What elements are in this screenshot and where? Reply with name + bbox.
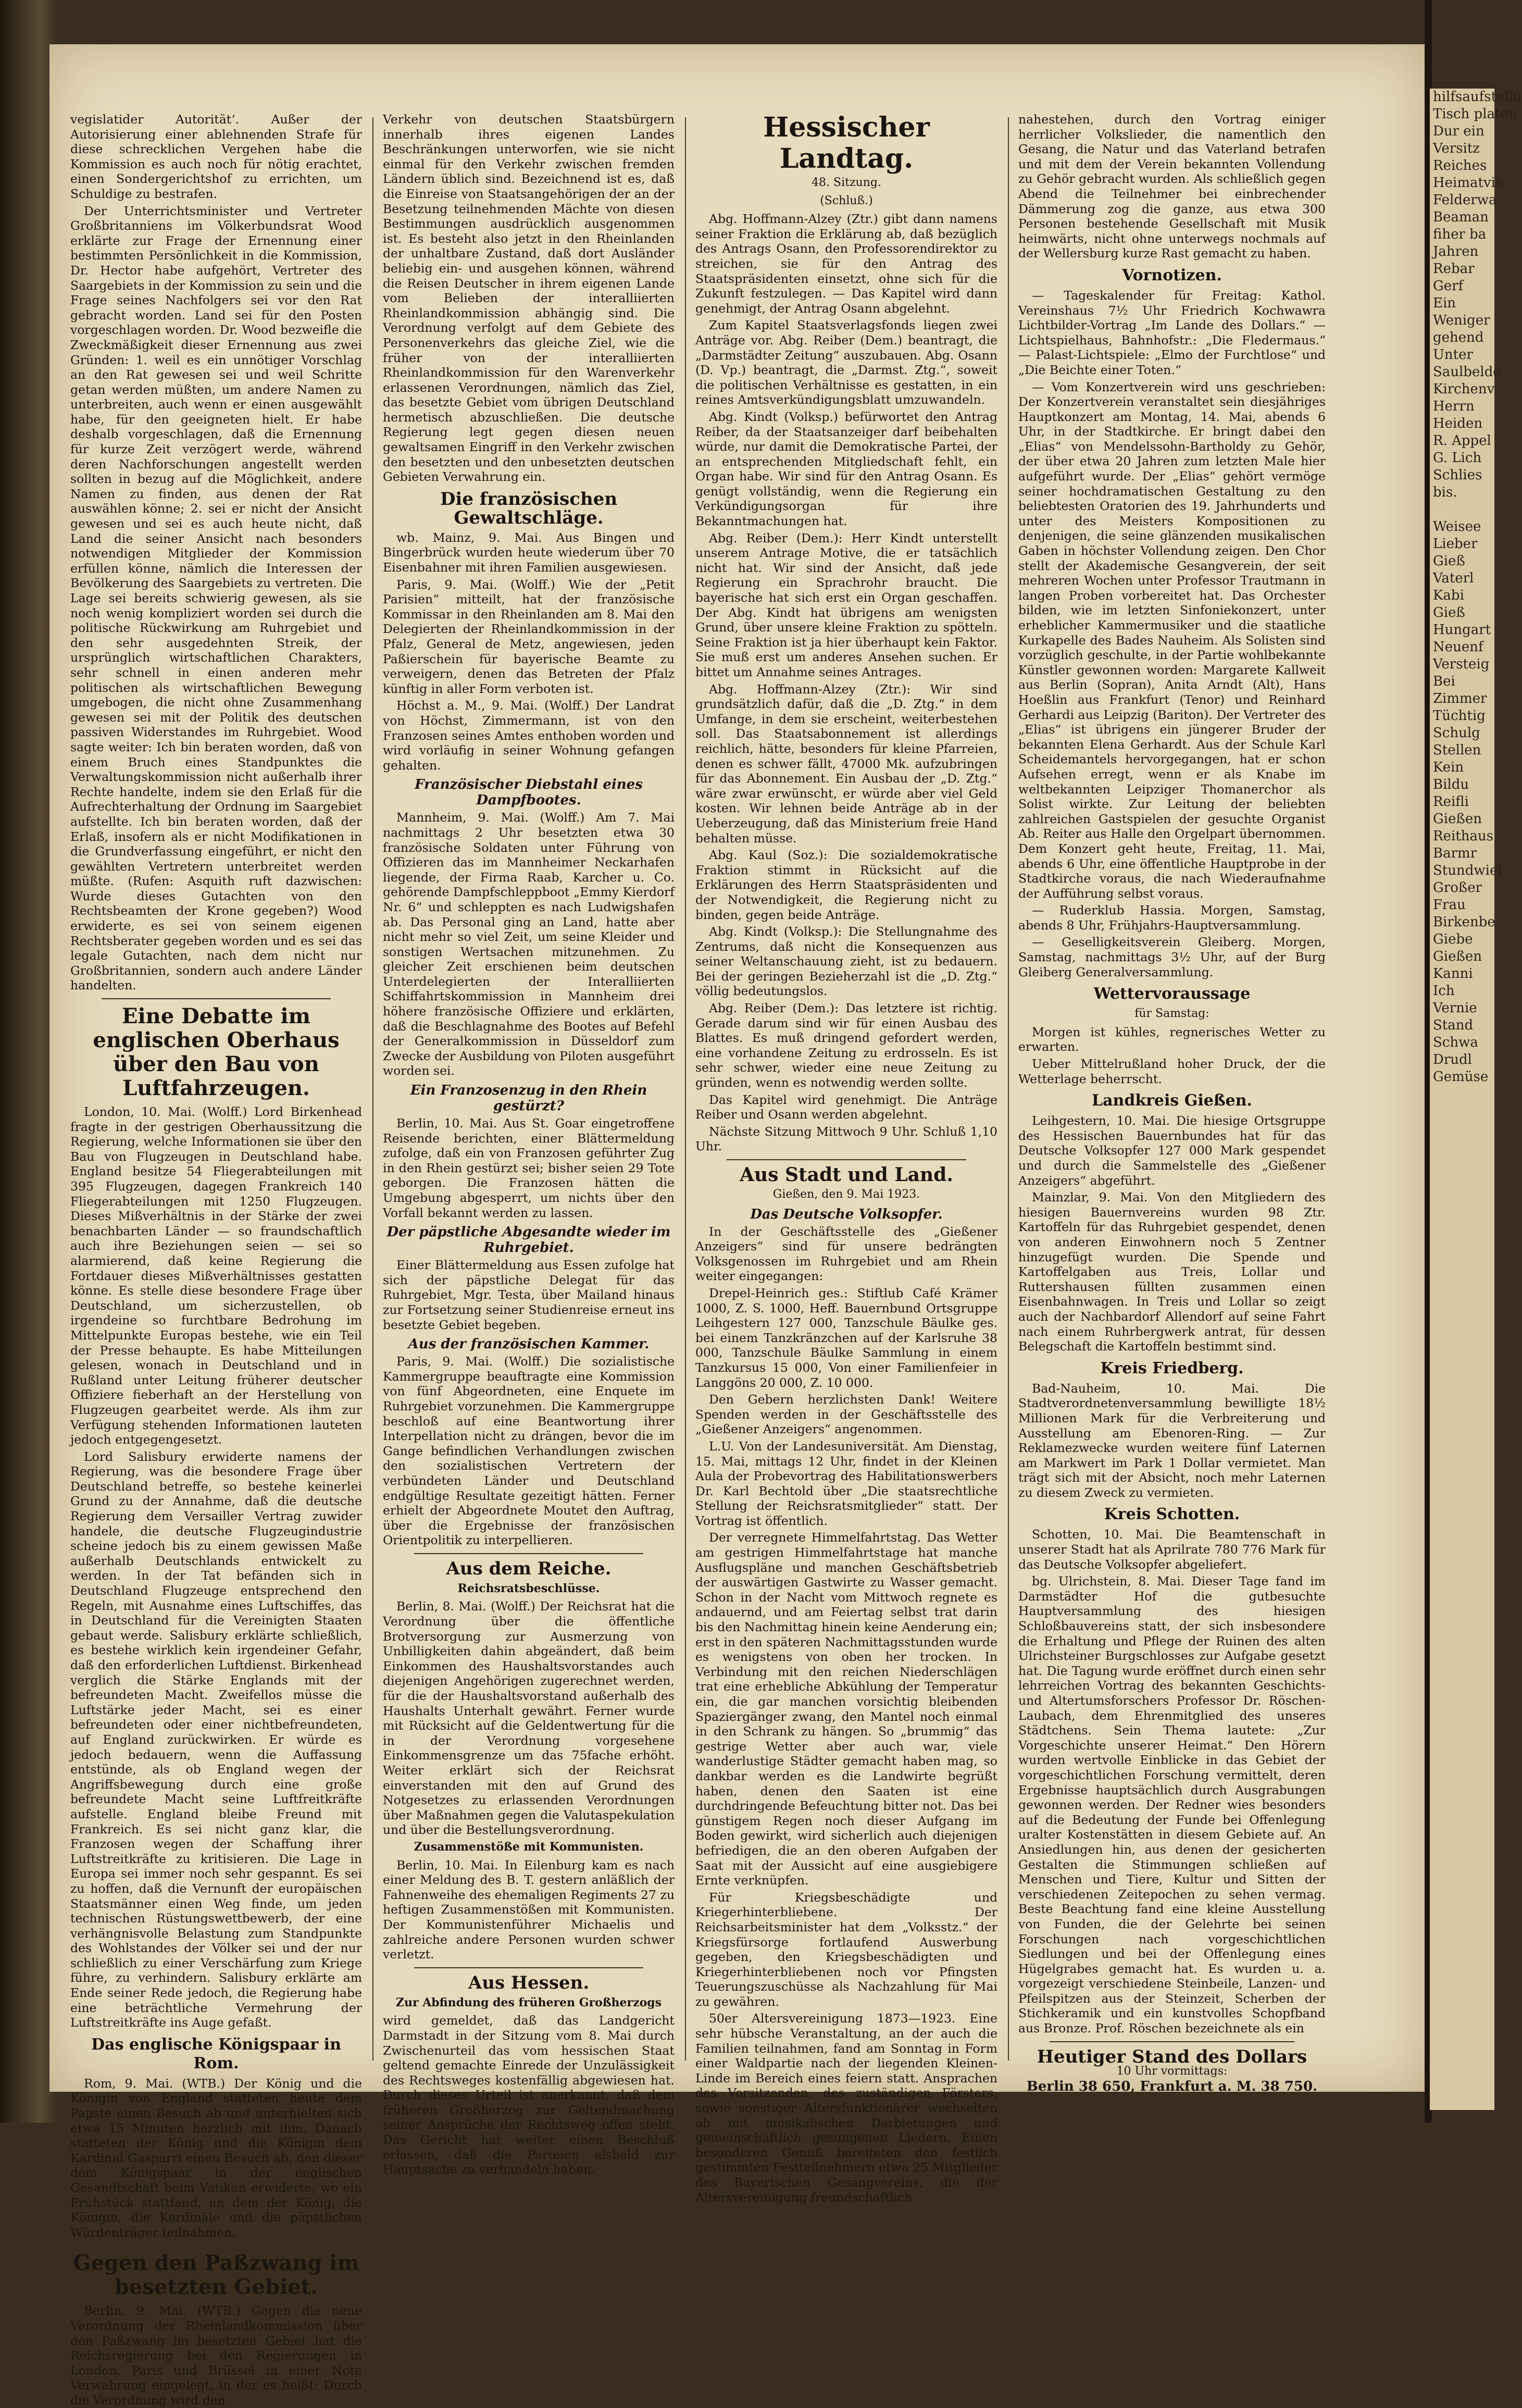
adjacent-page-fragment: Vaterl <box>1433 570 1474 586</box>
adjacent-page-fragment: Frau <box>1433 897 1466 913</box>
headline-papst: Der päpstliche Abgesandte wieder im Ruhrgebiet. <box>386 1224 671 1256</box>
paragraph: Höchst a. M., 9. Mai. (Wolff.) Der Landrat von Höchst, Zimmermann, ist von den Franzosen seines Amtes enthoben worden und wird vorläufig in seiner Wohnung gefangen gehalten. <box>383 698 675 773</box>
adjacent-page-fragment: Heiden <box>1433 416 1483 431</box>
adjacent-page-fragment: Rebar <box>1433 261 1475 277</box>
adjacent-page-fragment: Stand <box>1433 1017 1474 1033</box>
paragraph: bg. Ulrichstein, 8. Mai. Dieser Tage fand im Darmstädter Hof die gutbesuchte Hauptversammlung des hiesigen Schloßbauvereins statt, der sich insbesondere die Erhaltung und Pflege der Ruinen des alten Ulrichsteiner Burgschlosses zur Aufgabe gesetzt hat. Die Tagung wurde eröffnet durch einen sehr lehrreichen Vortrag des bekannten Geschichts- und Altertumsforschers Professor Dr. Röschen-Laubach, dem Ehrenmitglied des unseres Städtchens. Sein Thema lautete: „Zur Vorgeschichte unserer Heimat.“ Den Hörern wurden wertvolle Einblicke in das Gebiet der vorgeschichtlichen Forschung vermittelt, deren Ergebnisse hauptsächlich durch Ausgrabungen gewonnen werden. Der Redner wies besonders auf die Bedeutung der Funde bei Offenlegung uralter Kostenstätten in diesem Gebiete auf. An Ansiedlungen hin, aus denen der gesicherten Gestalten die Stimmungen schließen auf Menschen und Tiere, Kultur und Sitten der verschiedenen Zeitepochen zu sehen vermag. Beste Beachtung fand eine kleine Ausstellung von Funden, die der Gelehrte bei seinen Forschungen nach vorgeschichtlichen Siedlungen und bei der Offenlegung eines Hügelgrabes gemacht hat. Es wurden u. a. vorgezeigt verschiedene Steinbeile, Lanzen- und Pfeilspitzen aus der Steinzeit, Scherben der Stichkeramik und ein kunstvolles Schopfband aus Bronze. Prof. Röschen bezeichnete als ein <box>1018 1574 1326 2036</box>
subheading-grossherzog: Zur Abfindung des früheren Großherzogs <box>395 1995 662 2009</box>
adjacent-page-fragment: Vernie <box>1433 1000 1477 1016</box>
paragraph: Der Unterrichtsminister und Vertreter Großbritanniens im Völkerbundsrat Wood erklärte zur Frage der Ernennung einer bestimmten Persönlichkeit in die Kommission, Dr. Hector habe aufgehört, Vertreter des Saargebiets in der Kommission zu sein und die Frage seines Nachfolgers sei vor den Rat gebracht worden. Land sei für den Posten vorgeschlagen worden. Dr. Wood bezweifle die Zweckmäßigkeit dieser Ernennung aus zwei Gründen: 1. weil es ein unnötiger Vorschlag an den Rat gewesen sei und weil Schritte getan werden müßten, um andere Namen zu unterbreiten, auch wenn er einen ausgewählt habe, für den geeigneten hielt. Er habe deshalb vorgeschlagen, daß die Ernennung für kurze Zeit verzögert werde, während deren Nachforschungen angestellt werden sollten in bezug auf die Möglichkeit, andere Namen zu finden, aus denen der Rat auswählen könne; 2. sei er nicht der Ansicht gewesen und sei es auch heute nicht, daß Land die seiner Ansicht nach besonders notwendigen Mitglieder der Kommission erfüllen könne, nämlich die Interessen der Bevölkerung des Saargebiets zu vertreten. Die Lage sei bereits schwierig gewesen, als sie noch wenig kompliziert worden sei durch die politische Rückwirkung am Ruhrgebiet und den sehr ausgedehnten Streik, der ursprünglich wirtschaftlichen Charakters, sehr schnell in einen anderen mehr politischen als wirtschaftlichen Bewegung umgebogen, die nicht ohne Zusammenhang gewesen sei mit der Politik des deutschen passiven Widerstandes im Ruhrgebiet. Wood sagte weiter: Ich bin beraten worden, daß von einem Bruch eines Standpunktes die Verwaltungskommission nicht außerhalb ihrer Rechte handelte, indem sie den Erlaß für die Aufrechterhaltung der Ordnung im Saargebiet aufstellte. Ich bin beraten worden, daß der Erlaß, insofern als er nicht Modifikationen in die Grundverfassung eingeführt, er nicht den gewählten Vertretern unterbreitet werden müßte. (Rufen: Asquith ruft dazwischen: Wurde dieses Gutachten von den Rechtsbeamten der Krone gegeben?) Wood erwiderte, es sei von seinem eigenen Rechtsberater gegeben worden und es sei das legale Gutachten, nach dem nicht nur Großbritannien, sondern auch andere Länder handelten. <box>70 203 362 993</box>
column-rule <box>372 117 373 2061</box>
adjacent-page-fragment: gehend <box>1433 330 1484 345</box>
paragraph: Berlin, 10. Mai. In Eilenburg kam es nach einer Meldung des B. T. gestern anläßlich der Fahnenweihe des ehemaligen Regiments 27 zu heftigen Zusammenstößen mit Kommunisten. Der Kommunistenführer Michaelis und zahlreiche andere Personen wurden schwer verletzt. <box>383 1857 675 1962</box>
adjacent-page-fragment: G. Lich <box>1433 450 1482 466</box>
paragraph: Abg. Kindt (Volksp.) befürwortet den Antrag Reiber, da der Staatsanzeiger darf beibehalten würde, nur damit die Demokratische Partei, der an entsprechenden Mitgliedschaft fehlt, ein Organ habe. Wir sind für den Antrag Osann. Es genügt vollständig, wenn die Regierung ein Verkündigungsorgan für ihre Bekanntmachungen hat. <box>695 409 997 529</box>
adjacent-page-fragment: Felderwa <box>1433 192 1497 208</box>
paragraph: wb. Mainz, 9. Mai. Aus Bingen und Bingerbrück wurden heute wiederum über 70 Eisenbahner mit ihren Familien ausgewiesen. <box>383 530 675 575</box>
adjacent-page-fragment: Gieß <box>1433 553 1465 569</box>
adjacent-page-fragment: Dur ein <box>1433 123 1484 139</box>
sitzung-label: 48. Sitzung. <box>812 176 881 189</box>
adjacent-page-fragment: Schwa <box>1433 1035 1478 1050</box>
separator <box>414 1967 643 1968</box>
adjacent-page-fragment: Reiches <box>1433 158 1487 173</box>
adjacent-page-fragment: Kanni <box>1433 966 1473 982</box>
adjacent-page-fragment: Schlies <box>1433 467 1482 483</box>
adjacent-page-fragment: Bildu <box>1433 777 1469 792</box>
paragraph: Für Kriegsbeschädigte und Kriegerhinterbliebene. Der Reichsarbeitsminister hat dem „Volksstz.“ der Kriegsfürsorge fortlaufend Auswerbung gegeben, den Kriegsbeschädigten und Kriegerhinterbliebenen noch vor Pfingsten Teuerungszuschüsse als Nachzahlung für Mai zu gewähren. <box>695 1890 997 2009</box>
paragraph: — Vom Konzertverein wird uns geschrieben: Der Konzertverein veranstaltet sein diesjähriges Hauptkonzert am Montag, 14. Mai, abends 6 Uhr, in der Stadtkirche. Er bringt dabei den „Elias“ von Mendelssohn-Bartholdy zu Gehör, der über etwa 20 Jahren zum letzten Male hier aufgeführt wurde. Der „Elias“ gehört vermöge seiner hochdramatischen Gestaltung zu den beliebtesten Oratorien des 19. Jahrhunderts und unter des Meisters Kompositionen zu denjenigen, die seine glänzenden musikalischen Gaben in höchster Vollendung zeigen. Den Chor stellt der Akademische Gesangverein, der seit mehreren Wochen unter Professor Trautmann in langen Proben vorbereitet hat. Das Orchester bilden, wie im letzten Sinfoniekonzert, unter erheblicher Kammermusiker und die staatliche Kurkapelle des Bades Nauheim. Als Solisten sind vorzüglich geschulte, in der Partie wohlbekannte Künstler gewonnen worden: Margarete Kallweit aus Berlin (Sopran), Anita Arndt (Alt), Hans Hoeßlin aus Frankfurt (Tenor) und Reinhard Gerhardi aus Leipzig (Bariton). Der Vertreter des „Elias“ ist übrigens ein jüngerer Bruder der bekannten Elena Gerhardt. Aus der Schule Karl Scheidemantels hervorgegangen, hat er schon Aufsehen erregt, wenn er als Knabe im weltbekannten Leipziger Thomanerchor als Solist wirkte. Zur Leitung der beliebten zahlreichen Gastspielen der gesuchte Organist Ab. Reiter aus Halle den Orgelpart übernommen. Dem Konzert geht heute, Freitag, 11. Mai, abends 6 Uhr, eine öffentliche Hauptprobe in der Stadtkirche voraus, die nach Wiederaufnahme der Aufführung selbst voraus. <box>1018 379 1326 901</box>
headline-stadt-und-land: Aus Stadt und Land. <box>740 1164 953 1186</box>
adjacent-page-fragment: Weniger <box>1433 313 1490 328</box>
headline-diebstahl: Französischer Diebstahl eines Dampfbootes. <box>415 777 643 809</box>
adjacent-page-fragment: R. Appel <box>1433 433 1491 449</box>
adjacent-page-fragment: Tüchtig <box>1433 708 1486 724</box>
separator <box>414 1553 643 1554</box>
adjacent-page-fragment: Ich <box>1433 983 1455 999</box>
adjacent-page-fragment: Kirchenv <box>1433 381 1495 397</box>
adjacent-page-fragment: Giebe <box>1433 932 1473 947</box>
adjacent-page-fragment: Tisch platen <box>1433 106 1517 122</box>
adjacent-page-fragment: Stundwiel <box>1433 863 1502 878</box>
adjacent-page-fragment <box>1433 501 1494 518</box>
adjacent-page-strip <box>1430 89 1522 2110</box>
headline-wettervoraussage: Wettervoraussage <box>1093 985 1251 1003</box>
paragraph: Das Kapitel wird genehmigt. Die Anträge Reiber und Osann werden abgelehnt. <box>695 1092 997 1122</box>
adjacent-page-fragment: Gemüse <box>1433 1069 1489 1085</box>
column-4 <box>1018 112 1326 2094</box>
paragraph: Paris, 9. Mai. (Wolff.) Wie der „Petit Parisien“ mitteilt, hat der französische Kommissar in den Rheinlanden am 8. Mai den Delegierten der Rheinlandkommission in der Pfalz, General de Metz, angewiesen, jeden Paßierschein für bayerische Beamte zu verweigern, denen das Betreten der Pfalz künftig in aller Form verboten ist. <box>383 577 675 696</box>
headline-koenigspaar: Das englische Königspaar in Rom. <box>91 2035 341 2072</box>
paragraph: Bad-Nauheim, 10. Mai. Die Stadtverordnetenversammlung bewilligte 18½ Millionen Mark für die Verbreiterung und Ausstellung am Ebenoren-Ring. — Zur Reklamezwecke wurden weitere fünf Laternen am Markwert im Park 1 Dollar vermietet. Man trägt sich mit der Absicht, noch mehr Laternen zu diesem Zweck zu vermieten. <box>1018 1381 1326 1500</box>
paragraph: nahestehen, durch den Vortrag einiger herrlicher Volkslieder, die namentlich den Gesang, die Natur und das Vaterland betrafen und mit dem der Verein bekannten Vollendung zu Gehör gebracht wurden. Als schließlich gegen Abend die Teilnehmer bei einbrechender Dämmerung zog die ganze, aus etwa 300 Personen bestehende Gesellschaft mit Musik heimwärts, nicht ohne unterwegs nochmals auf der Wellersburg kurze Rast gemacht zu haben. <box>1018 112 1326 261</box>
paragraph: Berlin, 9. Mai. (WTB.) Gegen die neue Verordnung der Rheinlandkommission über den Paßzwang im besetzten Gebiet hat die Reichsregierung bei den Regierungen in London, Paris und Brüssel in einer Note Verwahrung eingelegt, in der es heißt: Durch die Verordnung wird den <box>70 2303 362 2407</box>
paragraph: Abg. Hoffmann-Alzey (Ztr.): Wir sind grundsätzlich dafür, daß die „D. Ztg.“ in dem Umfange, in dem sie erscheint, weiterbestehen soll. Das Staatsabonnement ist allerdings reichlich, hätte, besonders für kleine Pfarreien, denen es schwer fällt, 47000 Mk. aufzubringen für das Abonnement. Ein Ausbau der „D. Ztg.“ wäre zwar erwünscht, er würde aber viel Geld kosten. Wir lehnen beide Anträge ab in der Ueberzeugung, daß das Ministerium freie Hand behalten müsse. <box>695 681 997 846</box>
adjacent-page-fragment: Weisee <box>1433 519 1481 535</box>
adjacent-page-fragment: Lieber <box>1433 536 1478 552</box>
paragraph: 50er Altersvereinigung 1873—1923. Eine sehr hübsche Veranstaltung, an der auch die Familien teilnahmen, fand am Sonntag in Form einer Waldpartie nach der liegenden Kleinen-Linde im Bereich eines feiern statt. Ansprachen des Vorsitzenden, des zuständigen Försters, sowie sonstiger Altersfunktionärer wechselten ab mit musikalischen Darbietungen und gemeinschaftlich gesungenen Liedern. Einen besonderen Genuß bereiteten den festlich gestimmten Festteilnehmern etwa 25 Mitglieder des Bayerischen Gesangvereins, die der Altersvereinigung freundschaftlich <box>695 2011 997 2205</box>
adjacent-page-fragment: Gerf <box>1433 278 1464 294</box>
headline-vornotizen: Vornotizen. <box>1122 266 1222 284</box>
adjacent-page-fragment: Kabi <box>1433 588 1464 603</box>
paragraph: Morgen ist kühles, regnerisches Wetter zu erwarten. <box>1018 1024 1326 1054</box>
paragraph: Lord Salisbury erwiderte namens der Regierung, was die besondere Frage über Deutschland betreffe, so bestehe keinerlei Grund zu der Annahme, daß die deutsche Regierung dem Versailler Vertrag zuwider handele, die deutsche Flugzeugindustrie scheine jedoch bis zu einem gewissen Maße außerhalb Deutschlands entwickelt zu werden. In der Tat befänden sich in Deutschland Flugzeuge entsprechend den Regeln, mit Ausnahme eines Luftschiffes, das in Deutschland für die Vereinigten Staaten gebaut werde. Salisbury erklärte schließlich, es bestehe wirklich kein irgendeiner Gefahr, daß den erforderlichen Luftdienst. Birkenhead verglich die Stärke Englands mit der befreundeten Macht. Zweifellos müsse die Luftstärke jeder Macht, sei es einer befreundeten oder einer nichtbefreundeten, auf England zurückwirken. Er würde es jedoch bedauern, wenn die Auffassung entstünde, als ob England wegen der Angriffsbewegung durch eine große befreundete Macht seine Luftfreitkräfte aufstelle. England bleibe Freund mit Frankreich. Es sei nicht ganz klar, die Franzosen wegen der Schaffung ihrer Luftstreitkräfte zu kritisieren. Die Lage in Europa sei immer noch sehr gespannt. Es sei zu hoffen, daß die Vernunft der europäischen Staatsmänner einen Weg finde, um jeden technischen Rüstungswettbewerb, der eine verhängnisvolle Belastung zum Standpunkte des Wohlstandes der Völker sei und der nur schließlich zu einer Verschärfung zum Kriege führe, zu verhindern. Salisbury erklärte am Ende seiner Rede jedoch, die Regierung habe eine beträchtliche Vermehrung der Luftstreitkräfte ins Auge gefaßt. <box>70 1449 362 2030</box>
separator <box>727 1159 966 1160</box>
adjacent-page-fragment: Neuenf <box>1433 639 1483 655</box>
paragraph: vegislatider Autorität‘. Außer der Autorisierung einer ablehnenden Strafe für diese schrecklichen Vergehen habe die Kommission es auch noch für nötig erachtet, einen Sondergerichtshof zu errichten, um Schuldige zu bestrafen. <box>70 112 362 201</box>
headline-volksopfer: Das Deutsche Volksopfer. <box>750 1206 943 1222</box>
paragraph: Abg. Reiber (Dem.): Das letztere ist richtig. Gerade darum sind wir für einen Ausbau des Blattes. Es muß dringend gefordert werden, eine vorhandene Zeitung zu erdrosseln. Es ist sehr schwer, wieder eine neue Zeitung zu gründen, wenn es notwendig werden sollte. <box>695 1001 997 1090</box>
separator <box>1050 2041 1294 2042</box>
paragraph: — Ruderklub Hassia. Morgen, Samstag, abends 8 Uhr, Frühjahrs-Hauptversammlung. <box>1018 903 1326 933</box>
paragraph: Abg. Kaul (Soz.): Die sozialdemokratische Fraktion stimmt in Rücksicht auf die Erklärungen des Herrn Staatspräsidenten und der Notwendigkeit, die Regierung nicht zu binden, gegen beide Anträge. <box>695 848 997 922</box>
headline-kreis-friedberg: Kreis Friedberg. <box>1100 1359 1244 1377</box>
adjacent-page-fragment: Kein <box>1433 760 1464 775</box>
paragraph: Abg. Kindt (Volksp.): Die Stellungnahme des Zentrums, daß nicht die Konsequenzen aus seiner Weltanschauung zieht, ist zu bedauern. Bei der geringen Bezieherzahl ist die „D. Ztg.“ völlig bedeutungslos. <box>695 924 997 999</box>
paragraph: Abg. Hoffmann-Alzey (Ztr.) gibt dann namens seiner Fraktion die Erklärung ab, daß bezüglich des Antrags Osann, den Professorendirektor zu streichen, sie für den Antrag des Staatspräsidenten einsetzt, ohne sich für die Zukunft festzulegen. — Das Kapitel wird dann genehmigt, der Antrag Osann abgelehnt. <box>695 212 997 316</box>
adjacent-page-fragment: Drudl <box>1433 1052 1472 1068</box>
paragraph: Einer Blättermeldung aus Essen zufolge hat sich der päpstliche Delegat für das Ruhrgebiet, Mgr. Testa, über Mailand hinaus zur Fortsetzung seiner Studienreise erneut ins besetzte Gebiet begeben. <box>383 1258 675 1332</box>
schluss-label: (Schluß.) <box>820 194 873 207</box>
column-2 <box>383 112 675 2177</box>
headline-aus-hessen: Aus Hessen. <box>468 1972 590 1993</box>
adjacent-page-fragment: Stellen <box>1433 742 1481 758</box>
adjacent-page-fragment: Reifli <box>1433 794 1469 810</box>
adjacent-page-fragment: Heimatvie <box>1433 175 1504 191</box>
headline-passzwang: Gegen den Paßzwang im besetzten Gebiet. <box>73 2251 359 2300</box>
paragraph: Drepel-Heinrich ges.: Stiftlub Café Krämer 1000, Z. S. 1000, Heff. Bauernbund Ortsgruppe Leihgestern 127 000, Tanzschule Bäulke ges. bei einem Tanzkränzchen auf der Karlsruhe 38 000, Tanzschule Bäulke Sammlung in einem Tanzkursus 15 000, Von einer Familienfeier in Langgöns 20 000, Z. 10 000. <box>695 1285 997 1390</box>
headline-franzosenzug: Ein Franzosenzug in den Rhein gestürzt? <box>410 1083 647 1114</box>
paragraph: Der verregnete Himmelfahrtstag. Das Wetter am gestrigen Himmelfahrtstage hat manche Ausflugspläne und manchen Geschäftsbetrieb der auswärtigen Gastwirte zu Wasser gemacht. Schon in der Nacht vom Mittwoch regnete es andauernd, und am Feiertag selbst trat darin bis den Nachmittag hinein keine Aenderung ein; erst in den späteren Nachmittagsstunden wurde es wenigstens von oben her trocken. In Verbindung mit den reichen Niederschlägen trat eine erhebliche Abkühlung der Temperatur ein, die gar manchen vorsichtig bleibenden Spaziergänger zwang, den Mantel noch einmal in den Schrank zu hängen. So „brummig“ das gestrige Wetter aber auch war, viele wanderlustige Städter gemacht haben mag, so dankbar werden es die Landwirte begrüßt haben, denen den Saaten ist eine durchdringende Befeuchtung bitter not. Das bei günstigem Regen noch dieser Aufgang im Boden gewirkt, wird sicherlich auch diejenigen befriedigen, die an den oberen Aufgaben der Saat mit der Aussicht auf eine ausgiebigere Ernte verknüpfen. <box>695 1530 997 1888</box>
paragraph: Nächste Sitzung Mittwoch 9 Uhr. Schluß 1,10 Uhr. <box>695 1124 997 1154</box>
adjacent-page-fragment: Versitz <box>1433 141 1480 156</box>
adjacent-page-fragment: Hungart <box>1433 622 1491 638</box>
adjacent-page-fragment: Gießen <box>1433 811 1482 827</box>
adjacent-page-fragment: Barmr <box>1433 846 1477 861</box>
adjacent-page-fragment: Versteig <box>1433 656 1490 672</box>
adjacent-page-fragment: Ein <box>1433 295 1456 311</box>
paragraph: Verkehr von deutschen Staatsbürgern innerhalb ihres eigenen Landes Beschränkungen unterworfen, wie sie nicht einmal für den Verkehr zwischen fremden Ländern üblich sind. Bezeichnend ist es, daß die Einreise von Staatsangehörigen der an der Besetzung teilnehmenden Mächte von diesen Bestimmungen ausdrücklich ausgenommen ist. Es besteht also jetzt in den Rheinlanden der unhaltbare Zustand, daß dort Ausländer beliebig ein- und ausgehen können, während die Reisen Deutscher in ihrem eigenen Lande vom Belieben der interalliierten Rheinlandkommission abhängig sind. Die Verordnung verfolgt auf dem Gebiete des Personenverkehrs das gleiche Ziel, wie die früher von der interalliierten Rheinlandkommission für den Warenverkehr erlassenen Verordnungen, nämlich das Ziel, das besetzte Gebiet vom übrigen Deutschland hermetisch abzuschließen. Die deutsche Regierung legt gegen diesen neuen gewaltsamen Eingriff in den Verkehr zwischen den besetzten und den unbesetzten deutschen Gebieten Verwahrung ein. <box>383 112 675 485</box>
column-1 <box>70 112 362 2407</box>
dollar-title: Heutiger Stand des Dollars <box>1037 2046 1307 2067</box>
headline-landkreis-giessen: Landkreis Gießen. <box>1092 1091 1252 1110</box>
book-binding-shadow <box>0 0 57 2122</box>
adjacent-page-fragment: bis. <box>1433 485 1457 500</box>
paragraph: wird gemeldet, daß das Landgericht Darmstadt in der Sitzung vom 8. Mai durch Zwischenurteil das vom hessischen Staat geltend gemachte Einrede der Unzulässigkeit des Rechtsweges kostenfällig abgewiesen hat. Durch dieses Urteil ist anerkannt, daß dem früheren Großherzog zur Geltendmachung seiner Ansprüche der Rechtsweg offen steht. Das Gericht hat weiter einen Beschluß erlassen, daß die Parteien alsbald zur Hauptsache zu verhandeln haben. <box>383 2013 675 2177</box>
paragraph: Den Gebern herzlichsten Dank! Weitere Spenden werden in der Geschäftsstelle des „Gießener Anzeigers“ angenommen. <box>695 1392 997 1437</box>
subheading-kommunisten: Zusammenstöße mit Kommunisten. <box>414 1840 644 1854</box>
column-rule <box>1008 117 1009 2061</box>
adjacent-page-fragment: Herrn <box>1433 399 1475 414</box>
headline-aus-dem-reiche: Aus dem Reiche. <box>446 1558 612 1579</box>
adjacent-page-fragment: Gießen <box>1433 949 1482 964</box>
headline-gewaltschlaege: Die französischen Gewaltschläge. <box>440 488 618 528</box>
dollar-time: 10 Uhr vormittags: <box>1116 2065 1228 2078</box>
paragraph: Berlin, 10. Mai. Aus St. Goar eingetroffene Reisende berichten, einer Blättermeldung zufolge, daß ein von Franzosen geführter Zug in den Rhein gestürzt sei; bisher seien 29 Tote geborgen. Die Franzosen hätten die Umgebung abgesperrt, um nichts über den Vorfall bekannt werden zu lassen. <box>383 1116 675 1220</box>
adjacent-page-fragment: Jahren <box>1433 244 1479 259</box>
headline-kammer: Aus der französischen Kammer. <box>408 1336 650 1352</box>
headline-hessischer-landtag: Hessischer Landtag. <box>763 111 930 175</box>
paragraph: London, 10. Mai. (Wolff.) Lord Birkenhead fragte in der gestrigen Oberhaussitzung die Regierung, welche Informationen sie über den Bau von Flugzeugen in Deutschland habe. England besitze 54 Fliegerabteilungen mit 395 Flugzeugen, dagegen Frankreich 140 Fliegerabteilungen mit 1250 Flugzeugen. Dieses Mißverhältnis in der Stärke der zwei benachbarten Länder — so fraundschaftlich auch ihre Beziehungen seien — sei so alarmierend, daß keine Regierung die Fortdauer dieses Mißverhältnisses gestatten könne. Es stelle diese besondere Frage über Deutschland, um sicherzustellen, ob irgendeine so furchtbare Bedrohung im Mittelpunkte Europas bestehe, wie ein Teil der Presse behaupte. Es habe Mitteilungen gelesen, wonach in Deutschland und in Rußland unter Leitung früherer deutscher Offiziere fieberhaft an der Herstellung von Flugzeugen gearbeitet werde. Als ihm zur Verfügung stehenden Informationen lauteten jedoch entgegengesetzt. <box>70 1104 362 1447</box>
paragraph: Rom, 9. Mai. (WTB.) Der König und die Königin von England statteten heute dem Papste einen Besuch ab und unterhielten sich etwa 15 Minuten herzlich mit ihm. Danach statteten der König und die Königin dem Kardinal Gasparri einen Besuch ab, den dieser dem Königspaar in der englischen Gesandtschaft beim Vatikan erwiderte, wo ein Frühstück stattfand, an dem der König, die Königin, die Kardinäle und die päpstlichen Würdenträger teilnahmen. <box>70 2076 362 2240</box>
adjacent-page-fragment: hilfsaufstellu <box>1433 89 1522 105</box>
adjacent-page-fragment: Bei <box>1433 674 1455 689</box>
headline-kreis-schotten: Kreis Schotten. <box>1104 1505 1240 1524</box>
dateline: Gießen, den 9. Mai 1923. <box>772 1188 920 1201</box>
column-rule <box>685 117 686 2061</box>
paragraph: Mannheim, 9. Mai. (Wolff.) Am 7. Mai nachmittags 2 Uhr besetzten etwa 30 französische Soldaten unter Führung von Offizieren das im Mannheimer Neckarhafen liegende, der Firma Raab, Karcher u. Co. gehörende Dampfschleppboot „Emmy Kierdorf Nr. 6“ und schleppten es nach Ludwigshafen ab. Das Personal ging an Land, hatte aber nicht mehr so viel Zeit, um seine Kleider und sonstigen Wertsachen mitzunehmen. Zu gleicher Zeit erschienen beim deutschen Unterdelegierten der Interalliierten Schiffahrtskommission in Mannheim drei höhere französische Offiziere und erklärten, daß die Beschlagnahme des Bootes auf Befehl der Generalkommission in Düsseldorf zum Zwecke der Ausbildung von Piloten ausgeführt worden sei. <box>383 810 675 1078</box>
adjacent-page-fragment: Saulbelde <box>1433 364 1501 380</box>
adjacent-page-fragment: Reithaus <box>1433 828 1494 844</box>
paragraph: Paris, 9. Mai. (Wolff.) Die sozialistische Kammergruppe beauftragte eine Kommission von fünf Abgeordneten, eine Enquete im Ruhrgebiet vorzunehmen. Die Kammergruppe beschloß auf eine Beantwortung ihrer Interpellation nicht zu drängen, bevor die im Gange befindlichen Verhandlungen zwischen den sozialistischen Vertretern der verbündeten Länder und Deutschland endgültige Resultate gezeitigt hätten. Ferner erhielt der Abgeordnete Moutet den Auftrag, über die Ergebnisse der französischen Orientpolitik zu interpellieren. <box>383 1354 675 1548</box>
adjacent-page-fragment: Unter <box>1433 347 1473 363</box>
paragraph: — Tageskalender für Freitag: Kathol. Vereinshaus 7½ Uhr Friedrich Kochwawra Lichtbilder-Vortrag „Im Lande des Dollars.“ — Lichtspielhaus, Bahnhofstr.: „Die Fledermaus.“ — Palast-Lichtspiele: „Elmo der Furchtlose“ und „Die Beichte einer Toten.“ <box>1018 288 1326 377</box>
headline-oberhaus-debatte: Eine Debatte im englischen Oberhaus über den Bau von Luftfahrzeugen. <box>93 1004 340 1101</box>
paragraph: Leihgestern, 10. Mai. Die hiesige Ortsgruppe des Hessischen Bauernbundes hat für das Deutsche Volksopfer 127 000 Mark gespendet und durch die Sammelstelle des „Gießener Anzeigers“ abgeführt. <box>1018 1113 1326 1188</box>
paragraph: Schotten, 10. Mai. Die Beamtenschaft in unserer Stadt hat als Aprilrate 780 776 Mark für das Deutsche Volksopfer abgeliefert. <box>1018 1527 1326 1572</box>
adjacent-page-fragment: Gieß <box>1433 605 1465 620</box>
subheading-samstag: für Samstag: <box>1134 1007 1209 1021</box>
col1-intro <box>70 112 362 993</box>
dollar-values: Berlin 38 650, Frankfurt a. M. 38 750. <box>1026 2078 1318 2094</box>
separator <box>102 2245 331 2246</box>
adjacent-page-fragment: Birkenbe <box>1433 914 1495 930</box>
adjacent-page-fragment: Beaman <box>1433 209 1489 225</box>
adjacent-page-fragment: Großer <box>1433 880 1482 896</box>
paragraph: Ueber Mittelrußland hoher Druck, der die Wetterlage beherrscht. <box>1018 1057 1326 1086</box>
paragraph: Mainzlar, 9. Mai. Von den Mitgliedern des hiesigen Bauernvereins wurden 98 Ztr. Kartoffeln für das Ruhrgebiet gespendet, denen von anderen Einwohnern noch 5 Zentner hinzugefügt wurden. Die Spende und Kartoffelgaben aus Treis, Lollar und Ruttershausen füllten zusammen einen Eisenbahnwagen. In Treis und Lollar so zeigt auch der Nachbardorf Allendorf auf seine Fahrt nach einem Ruhrbergwerk antrat, für dessen Belegschaft die Kartoffeln bestimmt sind. <box>1018 1190 1326 1354</box>
adjacent-page-fragment: Zimmer <box>1433 691 1487 706</box>
adjacent-page-fragment: fiher ba <box>1433 227 1487 242</box>
paragraph: Zum Kapitel Staatsverlagsfonds liegen zwei Anträge vor. Abg. Reiber (Dem.) beantragt, die „Darmstädter Zeitung“ auszubauen. Abg. Osann (D. Vp.) beantragt, die „Darmst. Ztg.“, soweit die politischen Verhältnisse es gestatten, in ein reines Amtsverkündigungsblatt umzuwandeln. <box>695 318 997 407</box>
paragraph: Abg. Reiber (Dem.): Herr Kindt unterstellt unserem Antrage Motive, die er tatsächlich nicht hat. Wir sind der Ansicht, daß jede Regierung ein Sprachrohr braucht. Die bayerische hat sich erst ein Organ geschaffen. Der Abg. Kindt hat übrigens am wenigsten Grund, über unsere kleine Fraktion zu spötteln. Seine Fraktion ist ja hier überhaupt kein Faktor. Sie muß erst um anderes Ansehen suchen. Er bittet um Annahme seines Antrages. <box>695 530 997 679</box>
separator <box>102 998 331 999</box>
paragraph: In der Geschäftsstelle des „Gießener Anzeigers“ sind für unsere bedrängten Volksgenossen im Ruhrgebiet und am Rhein weiter eingegangen: <box>695 1224 997 1284</box>
column-3 <box>695 111 997 2205</box>
newspaper-page <box>49 44 1425 2407</box>
adjacent-page-fragment: Schulg <box>1433 725 1480 741</box>
paragraph: L.U. Von der Landesuniversität. Am Dienstag, 15. Mai, mittags 12 Uhr, findet in der Kleinen Aula der Probevortrag des Habilitationswerbers Dr. Karl Bechtold über „Die staatsrechtliche Stellung der Reichsratsmitglieder“ statt. Der Vortrag ist öffentlich. <box>695 1438 997 1528</box>
paragraph: — Geselligkeitsverein Gleiberg. Morgen, Samstag, nachmittags 3½ Uhr, auf der Burg Gleiberg Generalversammlung. <box>1018 935 1326 979</box>
subheading-reichsrat: Reichsratsbeschlüsse. <box>457 1581 600 1595</box>
paragraph: Berlin, 8. Mai. (Wolff.) Der Reichsrat hat die Verordnung über die öffentliche Brotversorgung zur Ausmerzung von Unbilligkeiten dahin abgeändert, daß beim Einkommen des Haushaltsvorstandes auch diejenigen Angehörigen zugerechnet werden, für die der Haushaltsvorstand außerhalb des Haushalts Unterhalt gewährt. Ferner wurde mit Rücksicht auf die Geldentwertung für die in der Verordnung vorgesehene Einkommensgrenze um das 75fache erhöht. Weiter erklärt sich der Reichsrat einverstanden mit den auf Grund des Notgesetzes zu erlassenden Verordnungen über Maßnahmen gegen die Valutaspekulation und über die Bestellungsverordnung. <box>383 1599 675 1838</box>
dollar-rate-box <box>1018 2046 1326 2094</box>
